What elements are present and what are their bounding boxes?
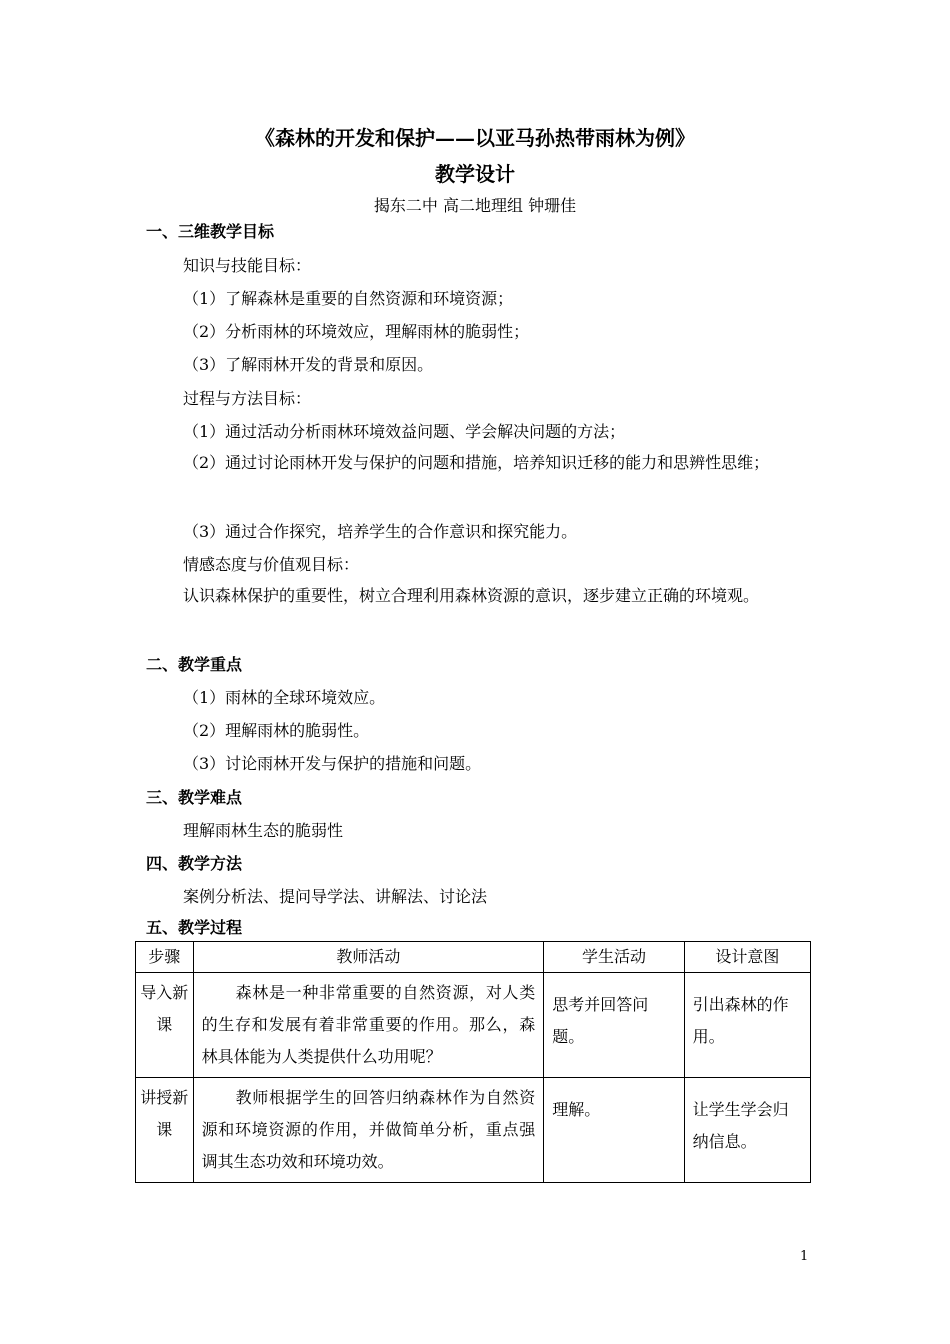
document-subtitle: 教学设计 — [435, 162, 515, 186]
header-intent: 设计意图 — [684, 942, 810, 973]
intent-cell: 让学生学会归纳信息。 — [684, 1078, 810, 1183]
table-row — [136, 1078, 811, 1183]
difficulty-item: 理解雨林生态的脆弱性 — [183, 821, 344, 840]
section-heading-key-points: 二、教学重点 — [146, 655, 243, 674]
table-row — [136, 973, 811, 1078]
section-heading-objectives: 一、三维教学目标 — [146, 222, 275, 241]
header-student: 学生活动 — [544, 942, 684, 973]
step-cell: 讲授新课 — [136, 1078, 194, 1183]
teacher-text: 森林是一种非常重要的自然资源，对人类的生存和发展有着非常重要的作用。那么，森林具体能为人类提供什么功用呢？ — [201, 983, 536, 1066]
key-point-item: （2）理解雨林的脆弱性。 — [183, 721, 370, 740]
header-step: 步骤 — [136, 942, 194, 973]
key-point-item: （3）讨论雨林开发与保护的措施和问题。 — [183, 754, 482, 773]
header-teacher: 教师活动 — [193, 942, 544, 973]
student-cell: 思考并回答问题。 — [544, 973, 684, 1078]
objective-item: （3）了解雨林开发的背景和原因。 — [183, 355, 434, 374]
table-header-row — [136, 942, 811, 973]
teaching-process-table — [135, 941, 811, 1183]
section-heading-difficulties: 三、教学难点 — [146, 788, 243, 807]
methods-item: 案例分析法、提问导学法、讲解法、讨论法 — [183, 887, 488, 906]
teacher-cell — [193, 973, 544, 1078]
key-point-item: （1）雨林的全球环境效应。 — [183, 688, 386, 707]
objective-item: （3）通过合作探究，培养学生的合作意识和探究能力。 — [183, 522, 578, 541]
document-title: 《森林的开发和保护——以亚马孙热带雨林为例》 — [255, 126, 695, 150]
section-heading-methods: 四、教学方法 — [146, 854, 243, 873]
teacher-text: 教师根据学生的回答归纳森林作为自然资源和环境资源的作用，并做简单分析，重点强调其生态功效和环境功效。 — [201, 1088, 536, 1171]
objective-item: （1）通过活动分析雨林环境效益问题、学会解决问题的方法； — [183, 422, 626, 441]
objective-item: （1）了解森林是重要的自然资源和环境资源； — [183, 289, 514, 308]
process-label: 过程与方法目标： — [183, 389, 312, 408]
step-cell: 导入新课 — [136, 973, 194, 1078]
objective-item: （2）分析雨林的环境效应，理解雨林的脆弱性； — [183, 322, 530, 341]
knowledge-label: 知识与技能目标： — [183, 256, 312, 275]
intent-cell: 引出森林的作用。 — [684, 973, 810, 1078]
student-cell: 理解。 — [544, 1078, 684, 1183]
author-line: 揭东二中 高二地理组 钟珊佳 — [373, 196, 577, 215]
teacher-cell — [193, 1078, 544, 1183]
page-number: 1 — [800, 1249, 809, 1264]
emotion-label: 情感态度与价值观目标： — [183, 555, 360, 574]
section-heading-process: 五、教学过程 — [146, 918, 243, 937]
emotion-item: 认识森林保护的重要性，树立合理利用森林资源的意识，逐步建立正确的环境观。 — [183, 586, 760, 605]
objective-item-wrapped: （2）通过讨论雨林开发与保护的问题和措施，培养知识迁移的能力和思辨性思维； — [183, 453, 770, 472]
